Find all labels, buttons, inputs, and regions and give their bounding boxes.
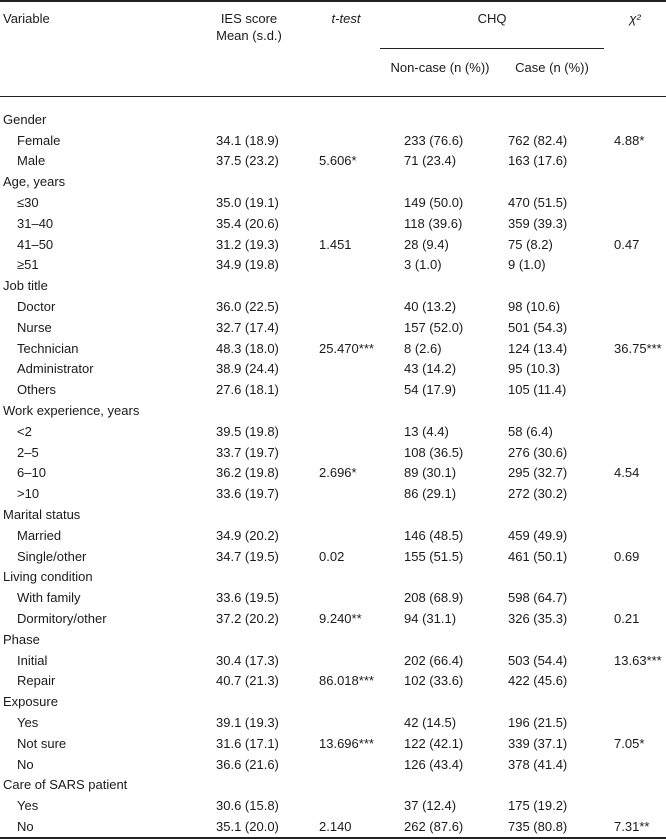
table-row: [0, 463, 666, 484]
table-group-row: [0, 567, 666, 588]
noncase-cell: 13 (4.4): [404, 423, 449, 439]
noncase-cell: 155 (51.5): [404, 548, 464, 564]
case-cell: 326 (35.3): [508, 611, 568, 627]
case-cell: 459 (49.9): [508, 527, 568, 543]
chi-cell: [604, 442, 666, 463]
noncase-cell: 42 (14.5): [404, 715, 457, 730]
table-group-row: [0, 400, 666, 421]
table-row: [0, 317, 666, 338]
chi-cell: [604, 795, 666, 816]
case-cell: 461 (50.1): [508, 548, 568, 564]
table-group-row: [0, 171, 666, 192]
ies-cell: 36.0 (22.5): [216, 299, 279, 315]
case-cell: 9 (1.0): [508, 257, 546, 273]
ies-cell: 39.5 (19.8): [216, 423, 279, 439]
table-header: [0, 1, 666, 97]
table-row: [0, 525, 666, 546]
header-chi: χ²: [604, 1, 666, 97]
case-cell: 378 (41.4): [508, 756, 568, 772]
table-row: [0, 130, 666, 151]
table-row: [0, 733, 666, 754]
row-label: Doctor: [17, 299, 56, 315]
case-cell: 470 (51.5): [508, 195, 568, 211]
ttest-cell: [312, 587, 380, 608]
header-noncase: Non-case (n (%)): [380, 49, 500, 97]
ttest-cell: [312, 712, 380, 733]
ies-cell: 36.2 (19.8): [216, 465, 279, 481]
chi-cell: [604, 587, 666, 608]
header-chq: CHQ: [380, 1, 604, 49]
ttest-cell: [312, 754, 380, 775]
ttest-cell: [312, 421, 380, 442]
table-row: [0, 296, 666, 317]
chi-cell: [604, 421, 666, 442]
table-row: [0, 213, 666, 234]
noncase-cell: 28 (9.4): [404, 236, 449, 252]
case-cell: 95 (10.3): [508, 361, 561, 377]
header-ies-line1: IES score: [220, 11, 278, 26]
ttest-cell: 86.018***: [319, 673, 374, 689]
chi-cell: [604, 296, 666, 317]
table-group-row: [0, 691, 666, 712]
table-group-row: [0, 629, 666, 650]
row-label: Exposure: [3, 694, 58, 710]
table-row: [0, 234, 666, 255]
ies-cell: 32.7 (17.4): [216, 319, 279, 335]
case-cell: 339 (37.1): [508, 735, 568, 751]
row-label: Yes: [17, 798, 39, 814]
row-label: No: [0, 816, 186, 838]
row-label: Nurse: [17, 319, 52, 335]
ttest-cell: 5.606*: [319, 153, 357, 169]
noncase-cell: 43 (14.2): [404, 361, 457, 377]
ies-cell: 34.9 (20.2): [216, 527, 279, 543]
row-label: Male: [17, 153, 46, 169]
chi-cell: 0.21: [614, 611, 640, 627]
ies-cell: 35.1 (20.0): [186, 816, 312, 838]
ies-cell: 30.6 (15.8): [216, 798, 279, 814]
noncase-cell: 40 (13.2): [404, 299, 457, 315]
row-label: >10: [17, 486, 40, 502]
chi-cell: 4.88*: [614, 132, 645, 148]
row-label: 31–40: [17, 215, 54, 231]
row-label: Yes: [17, 715, 39, 730]
ttest-cell: [312, 442, 380, 463]
ttest-cell: [312, 192, 380, 213]
ttest-cell: 0.02: [319, 548, 345, 564]
ttest-cell: 2.140: [312, 816, 380, 838]
ttest-cell: [312, 317, 380, 338]
ttest-cell: 2.696*: [319, 465, 357, 481]
noncase-cell: 89 (30.1): [404, 465, 457, 481]
noncase-cell: 71 (23.4): [404, 153, 457, 169]
row-label: Care of SARS patient: [3, 777, 128, 793]
table-row: [0, 192, 666, 213]
ttest-cell: [312, 296, 380, 317]
noncase-cell: 202 (66.4): [404, 652, 464, 668]
row-label: Marital status: [3, 507, 81, 523]
ttest-cell: 1.451: [319, 236, 352, 252]
table-group-row: [0, 97, 666, 130]
table-row: [0, 795, 666, 816]
noncase-cell: 108 (36.5): [404, 444, 464, 460]
case-cell: 276 (30.6): [508, 444, 568, 460]
ies-cell: 37.2 (20.2): [216, 611, 279, 627]
row-label: Work experience, years: [3, 403, 140, 419]
chi-cell: [604, 754, 666, 775]
ttest-cell: [312, 359, 380, 380]
row-label: Not sure: [17, 735, 67, 751]
case-cell: 75 (8.2): [508, 236, 553, 252]
row-label: ≤30: [17, 195, 39, 211]
table-row: [0, 546, 666, 567]
noncase-cell: 102 (33.6): [404, 673, 464, 689]
header-variable: Variable: [0, 1, 186, 97]
ies-cell: 34.9 (19.8): [216, 257, 279, 273]
case-cell: 58 (6.4): [508, 423, 553, 439]
row-label: Administrator: [17, 361, 94, 377]
noncase-cell: 146 (48.5): [404, 527, 464, 543]
chi-cell: [604, 255, 666, 276]
noncase-cell: 118 (39.6): [404, 215, 463, 231]
table-row: [0, 255, 666, 276]
row-label: Female: [17, 132, 61, 148]
table-row: [0, 421, 666, 442]
case-cell: 98 (10.6): [508, 299, 561, 315]
case-cell: 503 (54.4): [508, 652, 568, 668]
chi-cell: [604, 192, 666, 213]
table-row: [0, 338, 666, 359]
row-label: No: [17, 756, 34, 772]
case-cell: 501 (54.3): [508, 319, 568, 335]
ies-cell: 33.7 (19.7): [216, 444, 279, 460]
chi-cell: [604, 379, 666, 400]
case-cell: 359 (39.3): [508, 215, 568, 231]
chi-cell: [604, 213, 666, 234]
noncase-cell: 208 (68.9): [404, 590, 464, 606]
chi-cell: [604, 359, 666, 380]
table-row: [0, 608, 666, 629]
case-cell: 295 (32.7): [508, 465, 568, 481]
case-cell: 175 (19.2): [508, 798, 568, 814]
row-label: Age, years: [3, 174, 66, 190]
ies-cell: 35.0 (19.1): [216, 195, 279, 211]
table-group-row: [0, 275, 666, 296]
case-cell: 196 (21.5): [508, 715, 568, 730]
noncase-cell: 122 (42.1): [404, 735, 464, 751]
case-cell: 735 (80.8): [500, 816, 604, 838]
ttest-cell: [312, 525, 380, 546]
ttest-cell: [312, 255, 380, 276]
ies-cell: 33.6 (19.7): [216, 486, 279, 502]
ies-cell: 31.6 (17.1): [216, 735, 279, 751]
row-label: 2–5: [17, 444, 39, 460]
chi-cell: [604, 712, 666, 733]
header-ttest: t-test: [312, 1, 380, 97]
ttest-cell: 9.240**: [319, 611, 362, 627]
ttest-cell: [312, 213, 380, 234]
chi-cell: 13.63***: [614, 652, 662, 668]
table-row: [0, 587, 666, 608]
ttest-cell: [312, 483, 380, 504]
chi-cell: 7.31**: [604, 816, 666, 838]
row-label: With family: [17, 590, 81, 606]
noncase-cell: 233 (76.6): [404, 132, 464, 148]
ies-cell: 30.4 (17.3): [216, 652, 279, 668]
noncase-cell: 149 (50.0): [404, 195, 464, 211]
row-label: Others: [17, 382, 57, 398]
noncase-cell: 262 (87.6): [380, 816, 500, 838]
chi-cell: 4.54: [614, 465, 640, 481]
ies-cell: 27.6 (18.1): [216, 382, 279, 398]
chi-cell: 0.47: [614, 236, 640, 252]
ies-cell: 37.5 (23.2): [216, 153, 279, 169]
ies-cell: 35.4 (20.6): [216, 215, 279, 231]
ies-cell: 33.6 (19.5): [216, 590, 279, 606]
table-row: [0, 712, 666, 733]
ies-cell: 48.3 (18.0): [216, 340, 279, 356]
table-row: [0, 650, 666, 671]
case-cell: 124 (13.4): [508, 340, 568, 356]
case-cell: 598 (64.7): [508, 590, 568, 606]
case-cell: 163 (17.6): [508, 153, 568, 169]
ies-cell: 34.7 (19.5): [216, 548, 279, 564]
ttest-cell: [312, 379, 380, 400]
header-ies: [186, 1, 312, 97]
ies-cell: 31.2 (19.3): [216, 236, 279, 252]
noncase-cell: 37 (12.4): [404, 798, 457, 814]
noncase-cell: 54 (17.9): [404, 382, 457, 398]
chi-cell: 7.05*: [614, 735, 645, 751]
row-label: Repair: [17, 673, 56, 689]
ies-cell: 34.1 (18.9): [216, 132, 279, 148]
ies-cell: 36.6 (21.6): [216, 756, 279, 772]
table-group-row: [0, 504, 666, 525]
case-cell: 762 (82.4): [508, 132, 568, 148]
row-label: <2: [17, 423, 32, 439]
ttest-cell: [312, 130, 380, 151]
noncase-cell: 126 (43.4): [404, 756, 464, 772]
row-label: Dormitory/other: [17, 611, 107, 627]
chi-cell: [604, 525, 666, 546]
table-group-row: [0, 775, 666, 796]
noncase-cell: 8 (2.6): [404, 340, 442, 356]
chi-cell: 36.75***: [614, 340, 662, 356]
header-case: Case (n (%)): [500, 49, 604, 97]
ttest-cell: 13.696***: [319, 735, 374, 751]
row-label: Initial: [17, 652, 48, 668]
ttest-cell: [312, 650, 380, 671]
ies-cell: 38.9 (24.4): [216, 361, 279, 377]
table-row: [0, 359, 666, 380]
row-label: ≥51: [17, 257, 39, 273]
table-row: [0, 671, 666, 692]
ttest-cell: 25.470***: [319, 340, 374, 356]
row-label: 41–50: [17, 236, 54, 252]
table-row: [0, 754, 666, 775]
chi-cell: [604, 671, 666, 692]
row-label: 6–10: [17, 465, 46, 481]
case-cell: 272 (30.2): [508, 486, 568, 502]
case-cell: 422 (45.6): [508, 673, 568, 689]
case-cell: 105 (11.4): [508, 382, 567, 398]
table-body: [0, 97, 666, 838]
row-label: Gender: [3, 111, 47, 127]
chi-cell: 0.69: [614, 548, 640, 564]
table-row: [0, 379, 666, 400]
ies-cell: 40.7 (21.3): [216, 673, 279, 689]
chi-cell: [604, 151, 666, 172]
ttest-cell: [312, 795, 380, 816]
row-label: Phase: [3, 631, 40, 647]
table-row: [0, 816, 666, 838]
row-label: Married: [17, 527, 62, 543]
chi-cell: [604, 317, 666, 338]
noncase-cell: 94 (31.1): [404, 611, 457, 627]
table-row: [0, 483, 666, 504]
row-label: Technician: [17, 340, 79, 356]
noncase-cell: 86 (29.1): [404, 486, 457, 502]
noncase-cell: 3 (1.0): [404, 257, 442, 273]
row-label: Single/other: [17, 548, 87, 564]
row-label: Job title: [3, 278, 48, 294]
header-ies-line2: Mean (s.d.): [216, 28, 282, 43]
table-row: [0, 442, 666, 463]
noncase-cell: 157 (52.0): [404, 319, 464, 335]
chi-cell: [604, 483, 666, 504]
row-label: Living condition: [3, 569, 93, 585]
table-row: [0, 151, 666, 172]
ies-cell: 39.1 (19.3): [216, 715, 279, 730]
